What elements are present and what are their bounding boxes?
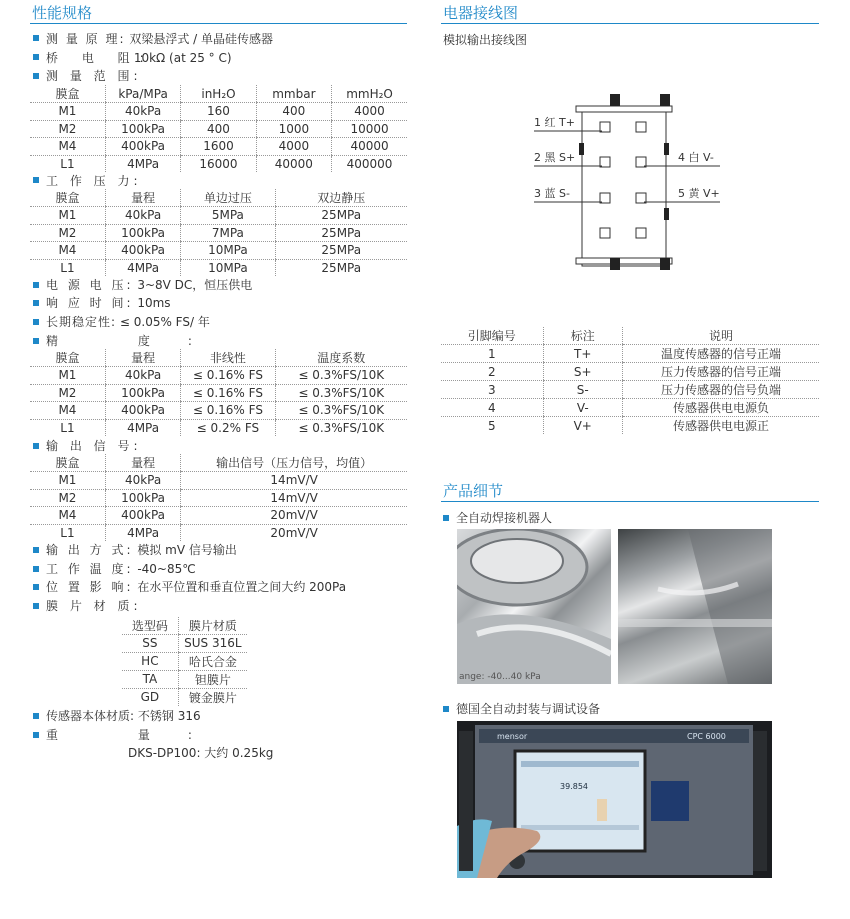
pin-pad bbox=[600, 228, 610, 238]
table-row bbox=[30, 242, 407, 260]
stability-line bbox=[46, 313, 210, 330]
table-header-cell: 量程 bbox=[105, 189, 180, 207]
table-cell: 压力传感器的信号正端 bbox=[622, 363, 819, 381]
table-cell: ≤ 0.3%FS/10K bbox=[275, 402, 407, 420]
output-mode-label: 输 出 方 式: bbox=[46, 543, 134, 557]
body-material-line bbox=[46, 707, 201, 724]
table-cell: TA bbox=[122, 670, 178, 688]
table-header-cell: 量程 bbox=[105, 454, 180, 472]
connector-body bbox=[582, 108, 666, 266]
table-cell: 40kPa bbox=[105, 207, 180, 225]
device-caption: 德国全自动封装与调试设备 bbox=[456, 702, 601, 716]
bullet-icon bbox=[33, 584, 39, 590]
table-cell: 20mV/V bbox=[181, 524, 407, 541]
table-cell: ≤ 0.16% FS bbox=[181, 384, 275, 402]
table-header-row bbox=[30, 189, 407, 207]
table-cell: L1 bbox=[60, 261, 75, 276]
table-row bbox=[30, 103, 407, 121]
table-row bbox=[30, 259, 407, 276]
table-cell: M2 bbox=[30, 489, 105, 507]
accuracy-table bbox=[30, 349, 407, 436]
output-signal-label: 输 出 信 号: bbox=[46, 439, 142, 453]
table-cell: M4 bbox=[30, 242, 105, 260]
table-cell: 400 bbox=[181, 120, 256, 138]
bullet-icon bbox=[33, 35, 39, 41]
welding-photo-2-art bbox=[618, 529, 772, 684]
table-header-row bbox=[30, 454, 407, 472]
table-cell: M1 bbox=[30, 472, 105, 490]
response-line bbox=[46, 294, 171, 311]
table-cell: 4MPa bbox=[105, 155, 180, 172]
table-header-cell: 膜盒 bbox=[30, 349, 105, 367]
table-cell: 25MPa bbox=[275, 207, 407, 225]
table-cell: S- bbox=[543, 381, 622, 399]
welding-photo-1-art bbox=[457, 529, 611, 684]
spec-section-title: 性能规格 bbox=[32, 4, 93, 22]
table-cell: ≤ 0.3%FS/10K bbox=[275, 384, 407, 402]
table-cell: 400kPa bbox=[105, 402, 180, 420]
power-value: 3~8V DC，恒压供电 bbox=[137, 278, 253, 292]
table-cell: 传感器供电电源负 bbox=[622, 399, 819, 417]
spec-title-rule bbox=[30, 23, 407, 24]
table-header-cell: 双边静压 bbox=[275, 189, 407, 207]
table-header-cell: 膜盒 bbox=[30, 454, 105, 472]
table-header-cell: kPa/MPa bbox=[105, 85, 180, 103]
bridge-label: 桥 电 阻: bbox=[46, 51, 154, 65]
table-cell: 4000 bbox=[332, 103, 407, 121]
accuracy-label: 精 度: bbox=[46, 334, 230, 348]
table-cell: 4MPa bbox=[105, 419, 180, 436]
table-cell: 2 bbox=[441, 363, 543, 381]
table-cell: V+ bbox=[543, 417, 622, 435]
body-material-label: 传感器本体材质: bbox=[46, 709, 135, 723]
table-cell: 3 bbox=[441, 381, 543, 399]
table-row bbox=[30, 120, 407, 138]
device-reading: 39.854 bbox=[560, 782, 588, 791]
welding-photo-2 bbox=[618, 529, 772, 684]
table-cell: 40kPa bbox=[105, 472, 180, 490]
table-cell: 10MPa bbox=[181, 259, 275, 276]
bullet-icon bbox=[33, 566, 39, 572]
table-cell: ≤ 0.16% FS bbox=[181, 402, 275, 420]
table-cell: 40kPa bbox=[105, 103, 180, 121]
table-cell: M1 bbox=[30, 103, 105, 121]
bridge-value: 10kΩ (at 25 ° C) bbox=[133, 51, 232, 65]
table-row bbox=[30, 367, 407, 385]
table-row bbox=[441, 399, 819, 417]
table-cell: 1 bbox=[441, 345, 543, 363]
position-label: 位 置 影 响: bbox=[46, 580, 134, 594]
response-value: 10ms bbox=[137, 296, 171, 310]
key-marker bbox=[610, 258, 620, 270]
table-row bbox=[441, 381, 819, 399]
table-header-cell: inH₂O bbox=[181, 85, 256, 103]
table-cell: 14mV/V bbox=[181, 489, 407, 507]
wiring-subtitle: 模拟输出接线图 bbox=[443, 33, 528, 47]
bullet-icon bbox=[33, 338, 39, 344]
table-header-cell: 膜盒 bbox=[30, 189, 105, 207]
table-row bbox=[30, 507, 407, 525]
key-marker bbox=[664, 143, 669, 155]
work-temp-line bbox=[46, 560, 196, 577]
table-cell: 4MPa bbox=[105, 524, 180, 541]
pin4-label: 4 白 V- bbox=[678, 151, 714, 164]
table-cell: 40kPa bbox=[105, 367, 180, 385]
table-cell: 100kPa bbox=[105, 120, 180, 138]
table-cell: 4MPa bbox=[105, 259, 180, 276]
table-cell: 1000 bbox=[256, 120, 331, 138]
bridge-line bbox=[46, 49, 232, 66]
table-header-cell: mmH₂O bbox=[332, 85, 407, 103]
table-cell: 4000 bbox=[256, 138, 331, 156]
wiring-diagram bbox=[520, 88, 770, 288]
pin2-label: 2 黑 S+ bbox=[534, 151, 576, 164]
principle-line bbox=[46, 30, 273, 47]
photo-engraving: ange: -40...40 kPa bbox=[459, 672, 541, 682]
pin-pad bbox=[636, 228, 646, 238]
output-signal-table bbox=[30, 454, 407, 541]
table-row bbox=[30, 419, 407, 436]
table-cell: ≤ 0.2% FS bbox=[181, 419, 275, 436]
table-header-cell: 非线性 bbox=[181, 349, 275, 367]
table-header-cell: 标注 bbox=[543, 327, 622, 345]
table-cell: 100kPa bbox=[105, 224, 180, 242]
table-cell: 5MPa bbox=[181, 207, 275, 225]
work-pressure-label: 工 作 压 力: bbox=[46, 174, 142, 188]
table-cell: M2 bbox=[30, 120, 105, 138]
work-temp-value: -40~85℃ bbox=[137, 562, 196, 576]
diaphragm-label: 膜 片 材 质: bbox=[46, 599, 142, 613]
table-cell: M2 bbox=[30, 384, 105, 402]
table-cell: 400kPa bbox=[105, 138, 180, 156]
table-header-cell: 膜盒 bbox=[30, 85, 105, 103]
table-cell: V- bbox=[543, 399, 622, 417]
weight-label: 重 量: bbox=[46, 728, 230, 742]
details-section-title: 产品细节 bbox=[443, 482, 504, 500]
work-temp-label: 工 作 温 度: bbox=[46, 562, 134, 576]
pin-table bbox=[441, 327, 819, 434]
table-cell: 100kPa bbox=[105, 384, 180, 402]
table-cell: SUS 316L bbox=[178, 635, 247, 653]
power-line bbox=[46, 276, 252, 293]
table-cell: 40000 bbox=[332, 138, 407, 156]
details-title-rule bbox=[441, 501, 819, 502]
table-cell: 温度传感器的信号正端 bbox=[622, 345, 819, 363]
device-photo-art bbox=[457, 721, 772, 878]
table-header-cell: 量程 bbox=[105, 349, 180, 367]
table-row bbox=[30, 524, 407, 541]
table-row bbox=[441, 363, 819, 381]
table-row bbox=[30, 472, 407, 490]
position-value: 在水平位置和垂直位置之间大约 200Pa bbox=[137, 580, 347, 594]
diaphragm-table bbox=[122, 617, 247, 706]
range-table bbox=[30, 85, 407, 172]
table-cell: L1 bbox=[60, 157, 75, 172]
table-row bbox=[30, 207, 407, 225]
table-row bbox=[122, 652, 247, 670]
table-header-row bbox=[122, 617, 247, 635]
table-cell: M2 bbox=[30, 224, 105, 242]
table-row bbox=[30, 155, 407, 172]
output-mode-value: 模拟 mV 信号输出 bbox=[137, 543, 237, 557]
table-header-cell: mmbar bbox=[256, 85, 331, 103]
table-cell: 16000 bbox=[181, 155, 256, 172]
power-label: 电 源 电 压: bbox=[46, 278, 134, 292]
connector-top-rim bbox=[576, 106, 672, 112]
table-cell: 400000 bbox=[332, 155, 407, 172]
table-header-row bbox=[30, 349, 407, 367]
wiring-title-rule bbox=[441, 23, 819, 24]
table-cell: 400kPa bbox=[105, 507, 180, 525]
table-header-cell: 选型码 bbox=[122, 617, 178, 635]
table-cell: 1600 bbox=[181, 138, 256, 156]
bullet-icon bbox=[33, 300, 39, 306]
wiring-section-title: 电器接线图 bbox=[443, 4, 519, 22]
position-line bbox=[46, 578, 346, 595]
bullet-icon bbox=[33, 282, 39, 288]
table-row bbox=[30, 384, 407, 402]
table-cell: L1 bbox=[60, 526, 75, 541]
key-marker bbox=[610, 94, 620, 106]
table-cell: 压力传感器的信号负端 bbox=[622, 381, 819, 399]
key-marker bbox=[664, 208, 669, 220]
response-label: 响 应 时 间: bbox=[46, 296, 134, 310]
table-cell: M1 bbox=[30, 207, 105, 225]
table-cell: T+ bbox=[543, 345, 622, 363]
table-header-cell: 单边过压 bbox=[181, 189, 275, 207]
stability-value: ≤ 0.05% FS/ 年 bbox=[119, 315, 210, 329]
body-material-value: 不锈钢 316 bbox=[137, 709, 201, 723]
table-row bbox=[122, 635, 247, 653]
table-cell: 钽膜片 bbox=[178, 670, 247, 688]
table-cell: M4 bbox=[30, 507, 105, 525]
table-cell: ≤ 0.3%FS/10K bbox=[275, 367, 407, 385]
bullet-icon bbox=[443, 706, 449, 712]
table-row bbox=[30, 138, 407, 156]
device-brand: mensor bbox=[497, 732, 528, 741]
table-cell: 14mV/V bbox=[181, 472, 407, 490]
pin5-label: 5 黄 V+ bbox=[678, 187, 720, 200]
work-pressure-table bbox=[30, 189, 407, 276]
table-cell: GD bbox=[140, 690, 160, 705]
table-cell: ≤ 0.3%FS/10K bbox=[275, 419, 407, 436]
table-cell: 4 bbox=[441, 399, 543, 417]
bullet-icon bbox=[33, 547, 39, 553]
table-header-cell: 输出信号（压力信号，均值） bbox=[181, 454, 407, 472]
table-cell: L1 bbox=[60, 421, 75, 436]
stability-label: 长期稳定性: bbox=[46, 315, 117, 329]
table-row bbox=[122, 688, 247, 706]
table-cell: 160 bbox=[181, 103, 256, 121]
table-row bbox=[30, 224, 407, 242]
welding-photo-1 bbox=[457, 529, 611, 684]
table-header-cell: 膜片材质 bbox=[178, 617, 247, 635]
table-cell: 镀金膜片 bbox=[178, 688, 247, 706]
table-cell: M4 bbox=[30, 402, 105, 420]
pin-pad bbox=[636, 122, 646, 132]
table-cell: 20mV/V bbox=[181, 507, 407, 525]
weight-value: DKS-DP100: 大约 0.25kg bbox=[128, 746, 274, 760]
table-header-row bbox=[30, 85, 407, 103]
robot-caption: 全自动焊接机器人 bbox=[456, 511, 553, 525]
bullet-icon bbox=[33, 443, 39, 449]
table-cell: SS bbox=[122, 635, 178, 653]
output-mode-line bbox=[46, 541, 237, 558]
principle-label: 测 量 原 理: bbox=[46, 32, 126, 46]
connector-bottom-rim bbox=[576, 258, 672, 264]
table-header-cell: 温度系数 bbox=[275, 349, 407, 367]
bullet-icon bbox=[33, 713, 39, 719]
table-cell: ≤ 0.16% FS bbox=[181, 367, 275, 385]
table-row bbox=[122, 670, 247, 688]
table-cell: 25MPa bbox=[275, 259, 407, 276]
table-cell: 7MPa bbox=[181, 224, 275, 242]
key-marker bbox=[660, 94, 670, 106]
principle-value: 双梁悬浮式 / 单晶硅传感器 bbox=[129, 32, 274, 46]
table-cell: 10000 bbox=[332, 120, 407, 138]
bullet-icon bbox=[443, 515, 449, 521]
bullet-icon bbox=[33, 319, 39, 325]
table-header-cell: 说明 bbox=[622, 327, 819, 345]
table-cell: 25MPa bbox=[275, 224, 407, 242]
bullet-icon bbox=[33, 177, 39, 183]
table-row bbox=[30, 489, 407, 507]
table-cell: 100kPa bbox=[105, 489, 180, 507]
table-cell: 哈氏合金 bbox=[178, 652, 247, 670]
table-cell: HC bbox=[122, 652, 178, 670]
pin3-label: 3 蓝 S- bbox=[534, 187, 570, 200]
table-cell: 5 bbox=[487, 418, 496, 433]
table-row bbox=[441, 417, 819, 435]
table-cell: 传感器供电电源正 bbox=[622, 417, 819, 435]
range-label: 测 量 范 围: bbox=[46, 69, 142, 83]
table-cell: 400kPa bbox=[105, 242, 180, 260]
table-cell: M4 bbox=[30, 138, 105, 156]
key-marker bbox=[579, 143, 584, 155]
table-row bbox=[441, 345, 819, 363]
table-cell: 25MPa bbox=[275, 242, 407, 260]
pin1-label: 1 红 T+ bbox=[534, 116, 575, 129]
table-header-cell: 引脚编号 bbox=[441, 327, 543, 345]
bullet-icon bbox=[33, 603, 39, 609]
table-cell: 40000 bbox=[256, 155, 331, 172]
bullet-icon bbox=[33, 732, 39, 738]
device-model: CPC 6000 bbox=[687, 732, 726, 741]
table-cell: S+ bbox=[543, 363, 622, 381]
table-row bbox=[30, 402, 407, 420]
table-header-row bbox=[441, 327, 819, 345]
key-marker bbox=[660, 258, 670, 270]
table-cell: 400 bbox=[256, 103, 331, 121]
table-cell: M1 bbox=[30, 367, 105, 385]
bullet-icon bbox=[33, 54, 39, 60]
device-photo bbox=[457, 721, 772, 878]
bullet-icon bbox=[33, 73, 39, 79]
table-cell: 10MPa bbox=[181, 242, 275, 260]
